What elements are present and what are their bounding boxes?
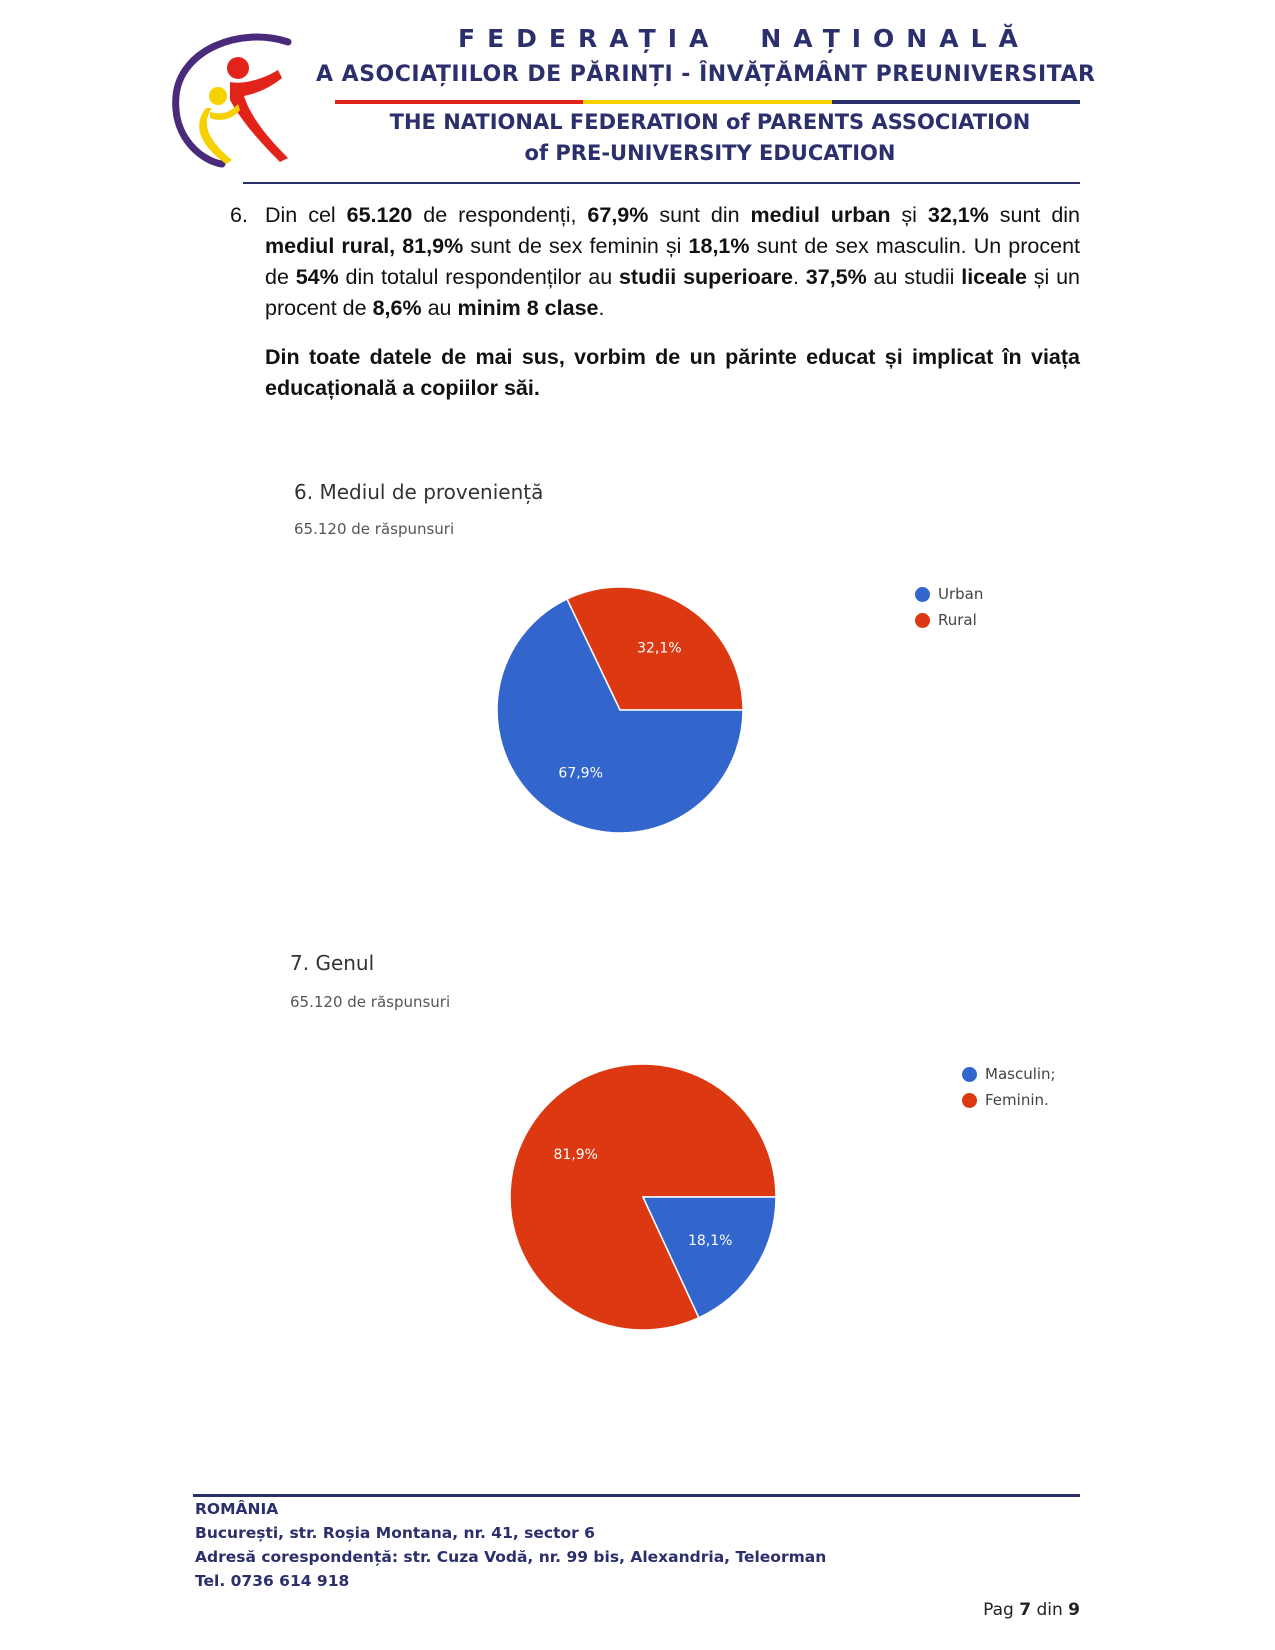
header-word-nationala: NAȚIONALĂ — [760, 24, 1030, 53]
paragraph-run: sunt de sex masculin. Un procent de — [265, 234, 1081, 289]
paragraph-run: 18,1% — [688, 234, 750, 258]
page-sep: din — [1031, 1600, 1069, 1620]
page-total: 9 — [1068, 1600, 1080, 1620]
paragraph-run: 67,9% — [587, 203, 649, 227]
chart1-legend-urban — [915, 581, 983, 607]
paragraph-run: minim 8 clase — [457, 296, 599, 320]
paragraph-run: mediul rural, 81,9% — [265, 234, 464, 258]
paragraph-run: au — [421, 296, 458, 320]
header-divider — [243, 182, 1080, 184]
legend-label: Feminin. — [985, 1091, 1049, 1109]
header-title-ro-line1 — [458, 24, 1030, 53]
chart2-subtitle: 65.120 de răspunsuri — [290, 993, 451, 1011]
paragraph-run: sunt din — [648, 203, 751, 227]
page-current: 7 — [1019, 1600, 1032, 1620]
chart2-title: 7. Genul — [290, 951, 375, 975]
legend-dot-icon — [915, 613, 930, 628]
header-title-en-line2: of PRE-UNIVERSITY EDUCATION — [524, 141, 896, 165]
page-prefix: Pag — [983, 1600, 1020, 1620]
paragraph-run: 54% — [295, 265, 339, 289]
footer-address: București, str. Roșia Montana, nr. 41, sector 6 — [195, 1524, 595, 1542]
paragraph-run: liceale — [961, 265, 1027, 289]
chart2-legend — [962, 1061, 1056, 1113]
legend-dot-icon — [962, 1093, 977, 1108]
paragraph-run: sunt din — [988, 203, 1081, 227]
chart2-label-feminin: 81,9% — [553, 1147, 598, 1164]
legend-dot-icon — [915, 587, 930, 602]
legend-label: Urban — [938, 585, 984, 603]
paragraph-run: 8,6% — [372, 296, 422, 320]
page-number — [980, 1600, 1080, 1620]
paragraph-run: . — [793, 265, 806, 289]
chart1-pie — [495, 585, 745, 835]
footer-correspondence: Adresă corespondență: str. Cuza Vodă, nr. 99 bis, Alexandria, Teleorman — [195, 1548, 827, 1566]
footer-country: ROMÂNIA — [195, 1500, 279, 1518]
chart1-label-urban: 67,9% — [558, 765, 603, 782]
chart2-label-masculin: 18,1% — [688, 1232, 733, 1249]
header-title-ro-line2: A ASOCIAȚIILOR DE PĂRINȚI - ÎNVĂȚĂMÂNT PREUNIVERSITAR — [316, 62, 1096, 87]
paragraph-run: și — [890, 203, 928, 227]
item-6-paragraph — [230, 200, 1080, 324]
paragraph-run: și un procent de — [265, 265, 1081, 320]
tricolor-red — [335, 100, 583, 104]
chart1-label-rural: 32,1% — [637, 640, 682, 657]
paragraph-run: au studii — [866, 265, 962, 289]
chart1-legend — [915, 581, 983, 633]
paragraph-run: 37,5% — [805, 265, 867, 289]
item-number: 6. — [230, 203, 248, 227]
paragraph-run: 65.120 — [346, 203, 413, 227]
tricolor-blue — [832, 100, 1080, 104]
tricolor-bar — [335, 100, 1080, 104]
paragraph-run: din totalul respondenților au — [338, 265, 619, 289]
footer-phone: Tel. 0736 614 918 — [195, 1572, 350, 1590]
conclusion-text: Din toate datele de mai sus, vorbim de un părinte educat și implicat în viața educațională a copiilor săi. — [265, 345, 1080, 400]
chart2-legend-masculin — [962, 1061, 1056, 1087]
paragraph-run: . — [598, 296, 605, 320]
header-title-en-line1: THE NATIONAL FEDERATION of PARENTS ASSOCIATION — [389, 110, 1031, 134]
paragraph-run: studii superioare — [618, 265, 794, 289]
header-word-federatia: FEDERAȚIA — [458, 24, 721, 53]
item-6-text — [265, 200, 1080, 324]
chart1-legend-rural — [915, 607, 983, 633]
paragraph-run: 32,1% — [927, 203, 989, 227]
paragraph-run: de respondenți, — [412, 203, 588, 227]
legend-dot-icon — [962, 1067, 977, 1082]
chart1-title: 6. Mediul de proveniență — [294, 480, 544, 504]
chart2-legend-feminin — [962, 1087, 1056, 1113]
paragraph-run: Din cel — [265, 203, 347, 227]
tricolor-yellow — [583, 100, 831, 104]
footer-divider — [193, 1494, 1080, 1497]
chart2-pie — [508, 1062, 778, 1332]
paragraph-run: sunt de sex feminin și — [463, 234, 689, 258]
chart1-subtitle: 65.120 de răspunsuri — [294, 520, 455, 538]
federation-logo — [170, 30, 310, 170]
paragraph-run: mediul urban — [750, 203, 891, 227]
legend-label: Masculin; — [985, 1065, 1056, 1083]
legend-label: Rural — [938, 611, 977, 629]
